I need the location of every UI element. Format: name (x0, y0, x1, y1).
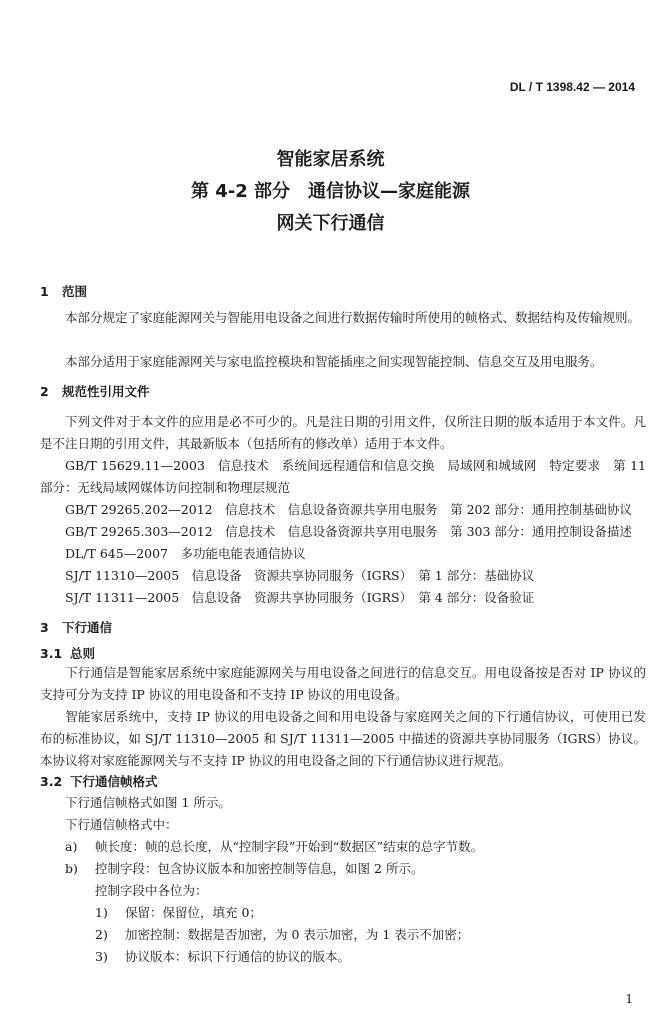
section-3-1-paragraph-2: 智能家居系统中，支持 IP 协议的用电设备之间和用电设备与家庭网关之间的下行通信协议，可使用已发布的标准协议，如 SJ/T 11310—2005 和 SJ/T 11311—2005 中描述的资源共享协同服务（IGRS）协议。本协议将对家庭能源网关与不支持 IP 协议的用电设备之间的下行通信协议进行规范。 (40, 709, 646, 768)
list-item (65, 836, 483, 858)
section-3-2-paragraph-1: 下行通信帧格式如图 1 所示。 (65, 795, 231, 810)
sub-list-item (95, 924, 469, 946)
section-title: 下行通信帧格式 (70, 774, 158, 789)
list-marker: 3) (95, 949, 108, 964)
section-title: 下行通信 (62, 620, 113, 635)
page-number: 1 (625, 992, 633, 1006)
list-marker: b) (65, 861, 78, 876)
list-text: 帧长度：帧的总长度，从“控制字段”开始到“数据区”结束的总字节数。 (95, 839, 484, 854)
section-1-paragraph-1: 本部分规定了家庭能源网关与智能用电设备之间进行数据传输时所使用的帧格式、数据结构及传输规则。 (65, 310, 641, 325)
list-text: 保留：保留位，填充 0； (125, 905, 262, 920)
section-title: 总则 (70, 646, 96, 661)
section-number: 2 (40, 384, 49, 399)
list-text: 协议版本：标识下行通信的协议的版本。 (125, 949, 351, 964)
sub-intro: 控制字段中各位为： (95, 883, 208, 898)
list-marker: 2) (95, 927, 108, 942)
section-3-1-paragraph-1: 下行通信是智能家居系统中家庭能源网关与用电设备之间进行的信息交互。用电设备按是否对 IP 协议的支持可分为支持 IP 协议的用电设备和不支持 IP 协议的用电设备。 (40, 665, 646, 702)
section-1-paragraph-2: 本部分适用于家庭能源网关与家电监控模块和智能插座之间实现智能控制、信息交互及用电服务。 (65, 354, 603, 369)
section-3-1-heading (40, 644, 95, 662)
section-number: 1 (40, 284, 49, 299)
section-title: 规范性引用文件 (62, 384, 150, 399)
list-marker: 1) (95, 905, 108, 920)
section-3-heading (40, 618, 112, 636)
list-marker: a) (65, 839, 78, 854)
section-title: 范围 (62, 284, 88, 299)
reference-item: GB/T 29265.202—2012 信息技术 信息设备资源共享用电服务 第 202 部分：通用控制基础协议 (65, 502, 632, 517)
section-2-heading (40, 382, 150, 400)
section-2-paragraph-1: 下列文件对于本文件的应用是必不可少的。凡是注日期的引用文件，仅所注日期的版本适用于本文件。凡是不注日期的引用文件，其最新版本（包括所有的修改单）适用于本文件。 (40, 414, 646, 451)
title-line-3: 网关下行通信 (276, 213, 385, 234)
section-3-2-paragraph-2: 下行通信帧格式中： (65, 817, 178, 832)
section-number: 3.2 (40, 774, 63, 789)
section-3-2-heading (40, 772, 158, 790)
reference-item: GB/T 29265.303—2012 信息技术 信息设备资源共享用电服务 第 303 部分：通用控制设备描述 (65, 524, 632, 539)
section-number: 3.1 (40, 646, 63, 661)
reference-item: SJ/T 11311—2005 信息设备 资源共享协同服务（IGRS） 第 4 部分：设备验证 (65, 590, 535, 605)
sub-list-item (95, 946, 350, 968)
list-item (65, 858, 423, 880)
reference-item: DL/T 645—2007 多功能电能表通信协议 (65, 546, 306, 561)
list-text: 控制字段：包含协议版本和加密控制等信息，如图 2 所示。 (95, 861, 424, 876)
reference-item: SJ/T 11310—2005 信息设备 资源共享协同服务（IGRS） 第 1 部分：基础协议 (65, 568, 535, 583)
list-text: 加密控制：数据是否加密，为 0 表示加密，为 1 表示不加密； (125, 927, 470, 942)
section-1-heading (40, 282, 87, 300)
standard-number: DL / T 1398.42 — 2014 (509, 80, 635, 94)
title-line-2: 第 4-2 部分 通信协议—家庭能源 (190, 181, 471, 202)
sub-list-item (95, 902, 262, 924)
title-line-1: 智能家居系统 (276, 149, 385, 170)
reference-item: GB/T 15629.11—2003 信息技术 系统间远程通信和信息交换 局域网和城域网 特定要求 第 11 部分：无线局域网媒体访问控制和物理层规范 (40, 458, 646, 495)
section-number: 3 (40, 620, 49, 635)
